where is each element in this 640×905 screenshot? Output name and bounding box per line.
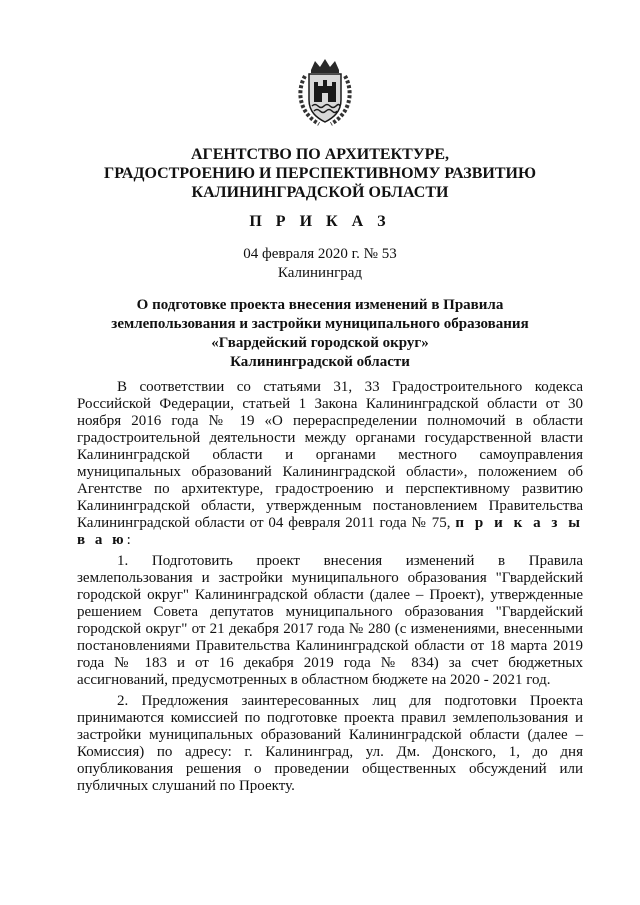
document-type-title: П Р И К А З (249, 213, 391, 230)
order-keyword-suffix: : (126, 532, 131, 548)
subject-line: О подготовке проекта внесения изменений в Правила (136, 297, 504, 313)
order-date-number: 04 февраля 2020 г. № 53 (243, 246, 397, 262)
order-subject (80, 296, 560, 372)
agency-line: КАЛИНИНГРАДСКОЙ ОБЛАСТИ (191, 184, 449, 201)
subject-line: Калининградской области (230, 354, 410, 370)
order-keyword: п р и к а з ы в а ю (77, 515, 584, 548)
preamble-paragraph (77, 379, 583, 549)
subject-line: «Гвардейский городской округ» (211, 335, 429, 351)
subject-line: землепользования и застройки муниципального образования (111, 316, 529, 332)
preamble-text: В соответствии со статьями 31, 33 Градостроительного кодекса Российской Федерации, статьей 1 Закона Калининградской области от 30 ноября 2016 года № 19 «О перераспределении полномочий в области градостроительной деятельности между органами государственной власти Калининградской области и органами местного самоуправления муниципальных образований Калининградской области», положением об Агентстве по архитектуре, градостроению и перспективному развитию Калининградской области, утвержденным постановлением Правительства Калининградской области от 04 февраля 2011 года № 75, (77, 379, 583, 531)
agency-line: ГРАДОСТРОЕНИЮ И ПЕРСПЕКТИВНОМУ РАЗВИТИЮ (104, 165, 536, 182)
coat-of-arms-icon (295, 56, 355, 128)
order-city: Калининград (277, 265, 363, 281)
item-1-paragraph: 1. Подготовить проект внесения изменений в Правила землепользования и застройки муниципального образования "Гвардейский городской округ" Калининградской области (далее – Проект), утвержденные решением Совета депутатов муниципального образования "Гвардейский городской округ" от 21 декабря 2017 года № 280 (с изменениями, внесенными постановлениями Правительства Калининградской области от 18 марта 2019 года № 183 и от 16 декабря 2019 года № 834) за счет бюджетных ассигнований, предусмотренных в областном бюджете на 2020 - 2021 год. (77, 553, 583, 688)
item-2-paragraph: 2. Предложения заинтересованных лиц для подготовки Проекта принимаются комиссией по подготовке проекта правил землепользования и застройки муниципальных образований Калининградской области (далее – Комиссия) по адресу: г. Калининград, ул. Дм. Донского, 1, до дня опубликования решения о проведении общественных обсуждений или публичных слушаний по Проекту. (77, 693, 583, 794)
order-body (77, 379, 583, 795)
agency-line: АГЕНТСТВО ПО АРХИТЕКТУРЕ, (190, 146, 450, 163)
agency-name (60, 145, 580, 202)
